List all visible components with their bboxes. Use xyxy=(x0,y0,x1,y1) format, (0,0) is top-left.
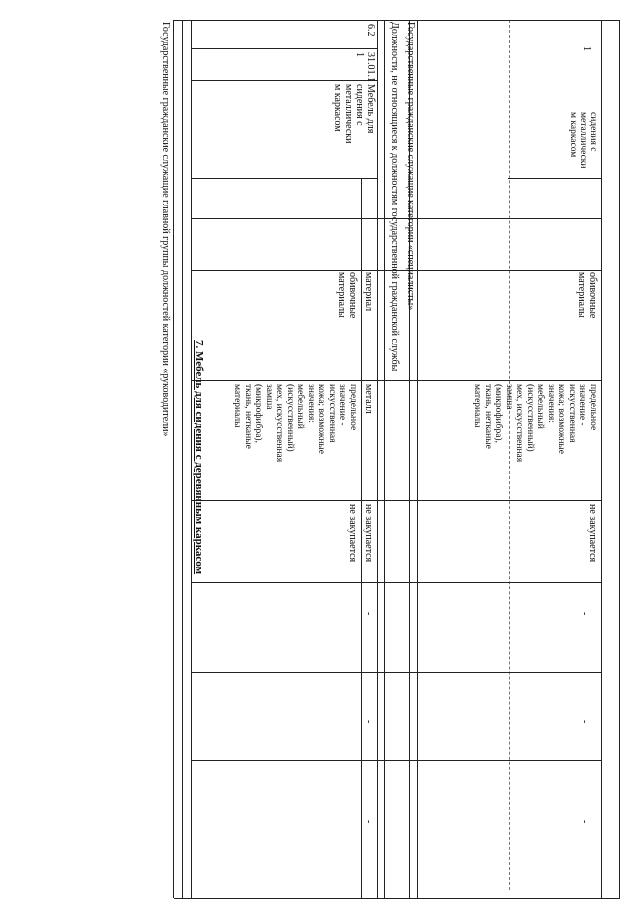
col-sep-code xyxy=(192,80,378,81)
top-row-number: 1 xyxy=(581,46,592,51)
row-6-2-number: 6.2 xyxy=(365,24,376,37)
col-sep-name xyxy=(508,178,602,179)
table-top-border xyxy=(619,20,620,898)
top-row-dash-1: - xyxy=(579,612,590,616)
top-row-value: предельное значение - искусственная кожа; возможные значения: мебельный (искусственный) мех, искусственная замша (микрофибра), ткань, нетканые материалы xyxy=(472,384,598,463)
row-divider-e xyxy=(384,20,385,898)
col-sep-num xyxy=(192,48,378,49)
row-6-2-price-2: не закупается xyxy=(347,504,358,563)
row-divider-h xyxy=(182,20,183,898)
top-row-price: не закупается xyxy=(587,504,598,563)
top-row-dash-3: - xyxy=(579,820,590,824)
row-6-2-char-1: материал xyxy=(363,272,374,312)
col-sep-1 xyxy=(192,178,378,179)
row-6-2-value-1: металл xyxy=(363,384,374,414)
row-6-2-name: Мебель для сидения с металлически м каркасом xyxy=(332,84,376,144)
row-divider-f xyxy=(377,20,378,898)
col-sep-8 xyxy=(192,760,602,761)
section-7-title: 7. Мебель для сидения с деревянным каркасом xyxy=(193,340,205,575)
header-specialists: Государственные гражданские служащие категории «специалисты» xyxy=(405,22,416,311)
header-other-positions: Должности, не относящиеся к должностям государственной гражданской службы xyxy=(389,22,400,372)
row-6-2-value-2: предельное значение - искусственная кожа; возможные значения: мебельный (искусственный) мех, искусственная замша (микрофибра), ткань, нетканые материалы xyxy=(232,384,358,463)
row-divider-g xyxy=(191,20,192,898)
row-6-2-price-1: не закупается xyxy=(363,504,374,563)
row-6-2-dash-2: - xyxy=(363,720,374,724)
header-leaders: Государственные гражданские служащие главной группы должностей категории «руководители» xyxy=(160,22,171,437)
row-divider-i xyxy=(173,20,174,898)
col-sep-4 xyxy=(192,380,602,381)
top-row-dash-2: - xyxy=(579,720,590,724)
row-6-2-dash-1: - xyxy=(363,612,374,616)
col-sep-5 xyxy=(192,500,602,501)
col-sep-7 xyxy=(192,672,602,673)
row-6-2-subdivider xyxy=(361,178,362,898)
col-right-edge xyxy=(174,898,620,899)
col-left-edge xyxy=(174,20,620,21)
top-row-name: сидения с металлически м каркасом xyxy=(568,112,598,169)
row-6-2-dash-3: - xyxy=(363,820,374,824)
top-row-characteristic: обивочные материалы xyxy=(576,272,598,319)
row-6-2-code: 31.01.1 1 xyxy=(354,52,376,82)
row-6-2-char-2: обивочные материалы xyxy=(336,272,358,319)
row-divider-a xyxy=(601,20,602,898)
row-divider-c xyxy=(417,20,418,898)
col-sep-6 xyxy=(192,582,602,583)
